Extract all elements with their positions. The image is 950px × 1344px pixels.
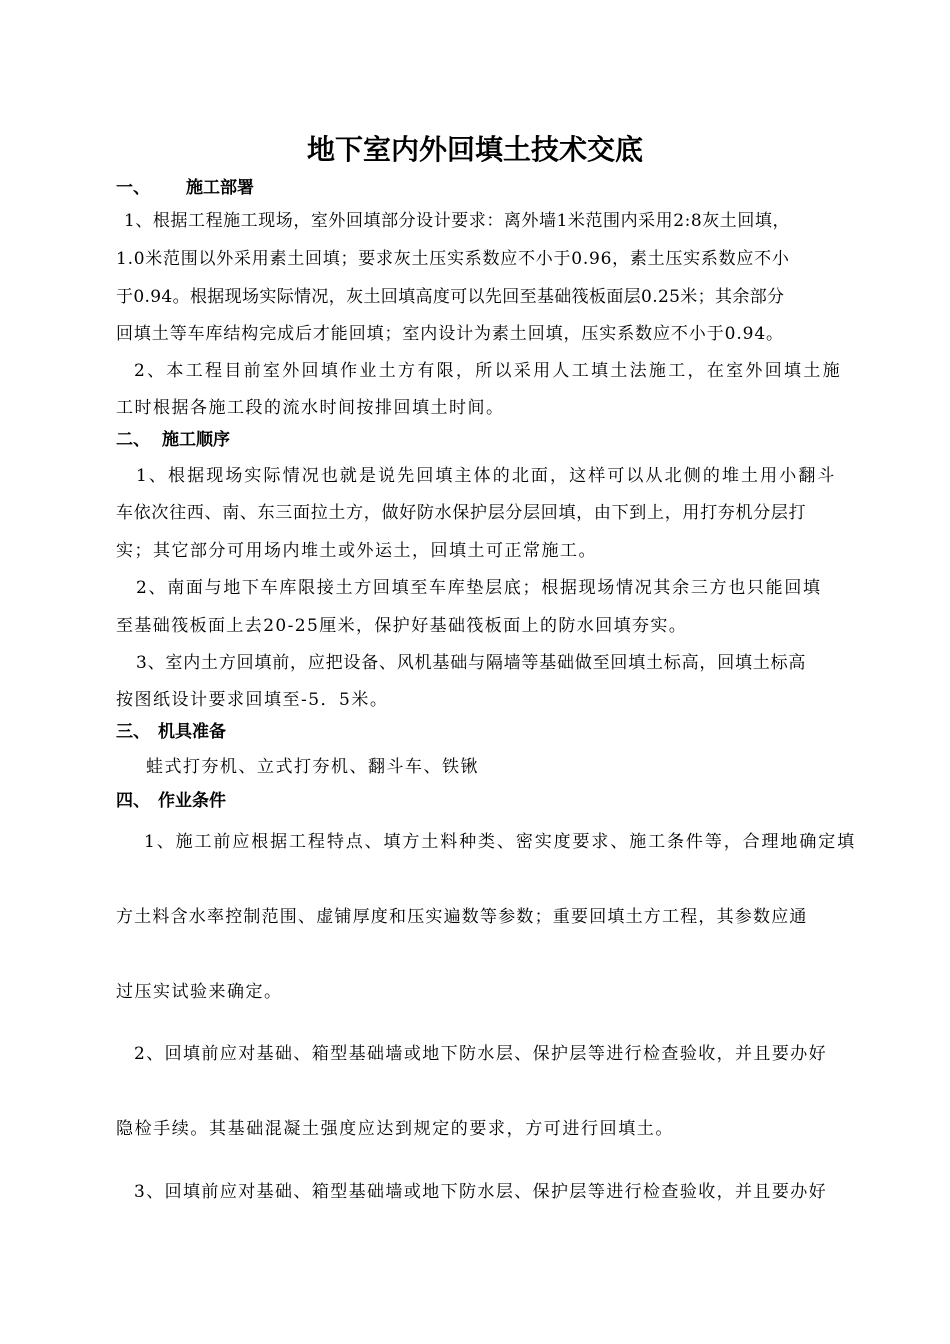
paragraph-line: 按图纸设计要求回填至-5．5米。: [116, 690, 389, 710]
paragraph-line: 方土料含水率控制范围、虚铺厚度和压实遍数等参数；重要回填土方工程，其参数应通: [116, 907, 808, 927]
paragraph-line: 隐检手续。其基础混凝土强度应达到规定的要求，方可进行回填土。: [116, 1119, 674, 1139]
paragraph-line: 工时根据各施工段的流水时间按排回填土时间。: [116, 398, 505, 418]
section-heading-2: [116, 428, 230, 452]
paragraph-line: 1、根据现场实际情况也就是说先回填主体的北面，这样可以从北侧的堆土用小翻斗: [136, 466, 837, 486]
section-title: 施工部署: [186, 178, 254, 198]
paragraph-line: 2、回填前应对基础、箱型基础墙或地下防水层、保护层等进行检查验收，并且要办好: [134, 1044, 828, 1064]
section-title: 施工顺序: [162, 430, 230, 450]
paragraph-line: 至基础筏板面上去20-25厘米，保护好基础筏板面上的防水回填夯实。: [116, 616, 688, 636]
paragraph-line: 3、室内土方回填前，应把设备、风机基础与隔墙等基础做至回填土标高，回填土标高: [136, 653, 807, 673]
paragraph-line: 1.0米范围以外采用素土回填；要求灰土压实系数应不小于0.96，素土压实系数应不小: [116, 249, 790, 269]
section-number: 四、: [116, 791, 150, 811]
section-heading-3: [116, 720, 226, 744]
paragraph-line: 2、南面与地下车库限接土方回填至车库垫层底；根据现场情况其余三方也只能回填: [136, 578, 822, 598]
paragraph-line: 蛙式打夯机、立式打夯机、翻斗车、铁锹: [146, 757, 479, 777]
section-title: 机具准备: [158, 722, 226, 742]
section-number: 一、: [116, 178, 150, 198]
paragraph-line: 车依次往西、南、东三面拉土方，做好防水保护层分层回填，由下到上，用打夯机分层打: [116, 503, 807, 523]
paragraph-line: 2、本工程目前室外回填作业土方有限，所以采用人工填土法施工，在室外回填土施: [134, 361, 842, 381]
paragraph-line: 回填土等车库结构完成后才能回填；室内设计为素土回填，压实系数应不小于0.94。: [116, 324, 784, 344]
paragraph-line: 实；其它部分可用场内堆土或外运土，回填土可正常施工。: [116, 541, 597, 561]
paragraph-line: 1、根据工程施工现场，室外回填部分设计要求：离外墙1米范围内采用2:8灰土回填，: [124, 211, 790, 231]
paragraph-line: 3、回填前应对基础、箱型基础墙或地下防水层、保护层等进行检查验收，并且要办好: [134, 1182, 828, 1202]
paragraph-line: 于0.94。根据现场实际情况，灰土回填高度可以先回至基础筏板面层0.25米；其余部分: [116, 287, 785, 307]
section-number: 三、: [116, 722, 150, 742]
document-title: 地下室内外回填土技术交底: [306, 133, 643, 166]
section-number: 二、: [116, 430, 150, 450]
section-heading-1: [116, 176, 254, 200]
section-heading-4: [116, 789, 226, 813]
paragraph-line: 1、施工前应根据工程特点、填方土料种类、密实度要求、施工条件等，合理地确定填: [144, 832, 857, 852]
paragraph-line: 过压实试验来确定。: [116, 982, 283, 1002]
section-title: 作业条件: [158, 791, 226, 811]
